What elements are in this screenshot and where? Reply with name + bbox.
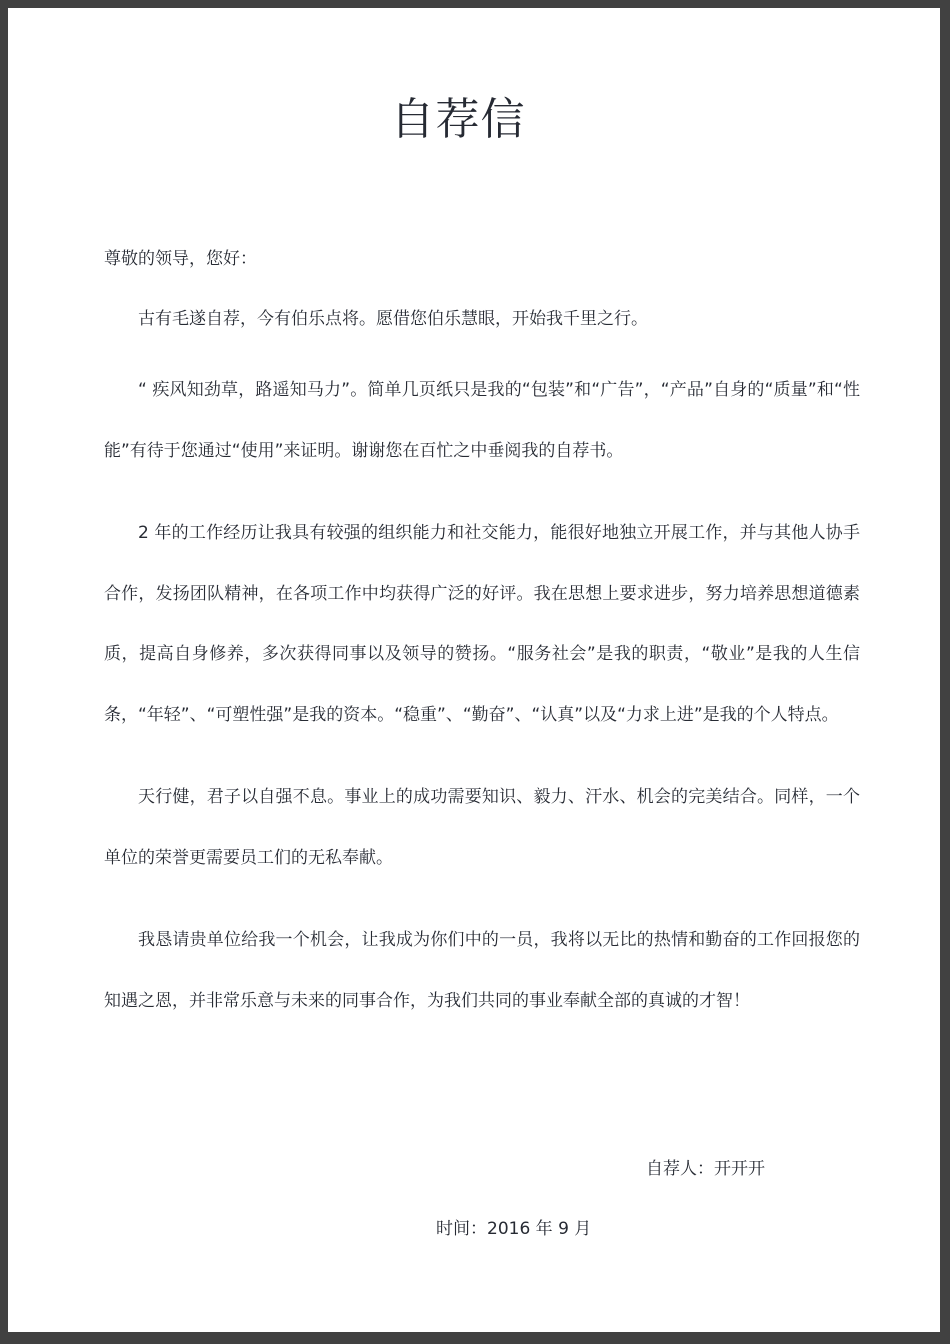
- paragraph-3: 2 年的工作经历让我具有较强的组织能力和社交能力，能很好地独立开展工作，并与其他人协手合作，发扬团队精神，在各项工作中均获得广泛的好评。我在思想上要求进步，努力培养思想道德素质，提高自身修养，多次获得同事以及领导的赞扬。“服务社会”是我的职责，“敬业”是我的人生信条，“年轻”、“可塑性强”是我的资本。“稳重”、“勤奋”、“认真”以及“力求上进”是我的个人特点。: [104, 523, 860, 725]
- paragraph-5: 我恳请贵单位给我一个机会，让我成为你们中的一员，我将以无比的热情和勤奋的工作回报您的知遇之恩，并非常乐意与未来的同事合作，为我们共同的事业奉献全部的真诚的才智！: [104, 930, 860, 1011]
- salutation: 尊敬的领导，您好：: [104, 249, 257, 269]
- paragraph-2: “ 疾风知劲草，路遥知马力”。简单几页纸只是我的“包装”和“广告”，“产品”自身的“质量”和“性能”有待于您通过“使用”来证明。谢谢您在百忙之中垂阅我的自荐书。: [104, 380, 860, 461]
- signature: 自荐人：开开开: [646, 1159, 765, 1179]
- letter-body: [104, 240, 860, 1031]
- letter-title: 自荐信: [390, 94, 526, 145]
- date-line: 时间：2016 年 9 月: [436, 1219, 592, 1239]
- letter-page: [8, 8, 940, 1332]
- paragraph-4: 天行健，君子以自强不息。事业上的成功需要知识、毅力、汗水、机会的完美结合。同样，一个单位的荣誉更需要员工们的无私奉献。: [104, 787, 860, 868]
- paragraph-1: 古有毛遂自荐，今有伯乐点将。愿借您伯乐慧眼，开始我千里之行。: [138, 309, 648, 329]
